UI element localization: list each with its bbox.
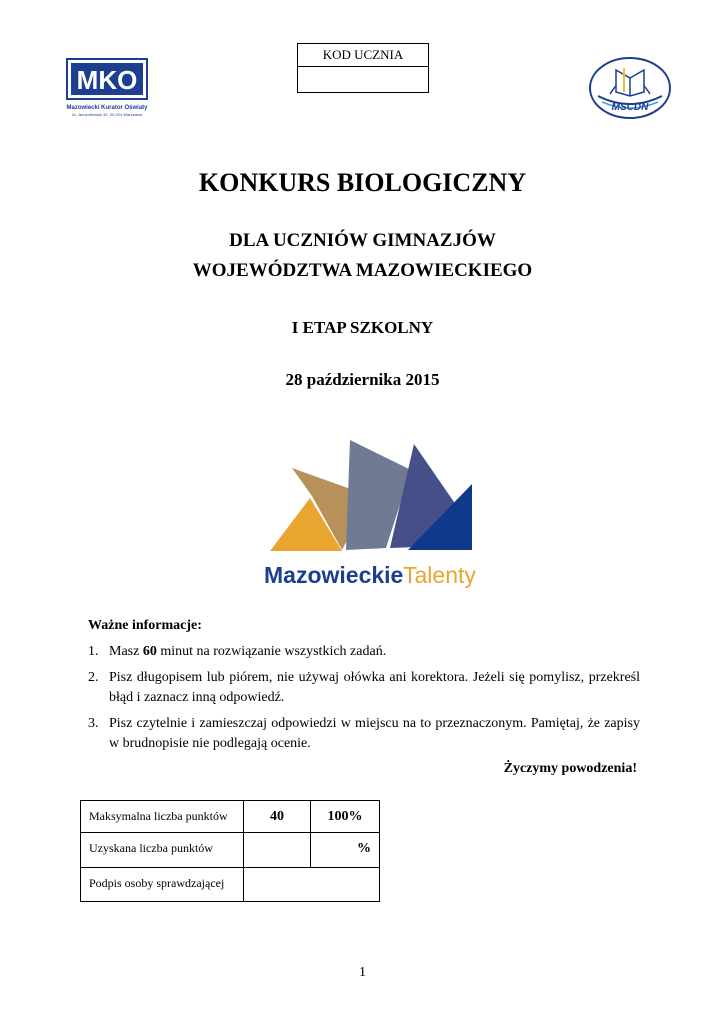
stage-label: I ETAP SZKOLNY [291, 318, 434, 337]
info-item-text: Pisz czytelnie i zamieszczaj odpowiedzi w miejscu na to przeznaczonym. Pamiętaj, że zapisy w brudnopisie nie podlegają ocenie. [109, 716, 640, 751]
page-title: KONKURS BIOLOGICZNY [198, 168, 527, 197]
table-row [81, 868, 380, 902]
page-number: 1 [359, 965, 366, 980]
row-label: Maksymalna liczba punktów [81, 801, 244, 833]
signature-cell[interactable] [244, 868, 380, 902]
mscdn-logo-text: MSCDN [611, 102, 649, 113]
mko-logo-mark [66, 58, 148, 100]
info-item-text: Pisz długopisem lub piórem, nie używaj ołówka ani korektora. Jeżeli się pomylisz, przekreśl błąd i zaznacz inną odpowiedź. [109, 670, 640, 705]
contest-date: 28 października 2015 [285, 370, 440, 389]
student-code-field[interactable] [298, 67, 428, 92]
percent-cell: 100% [311, 801, 380, 833]
table-row [81, 801, 380, 833]
info-item-number: 1. [88, 644, 99, 659]
subtitle-line-2: WOJEWÓDZTWA MAZOWIECKIEGO [192, 260, 533, 281]
info-item-1 [88, 642, 640, 662]
mko-logo-address: Al. Jerozolimskie 32, 00-024 Warszawa [72, 112, 142, 117]
talenty-logo-text-2: Talenty [403, 562, 476, 588]
row-label: Uzyskana liczba punktów [81, 833, 244, 868]
points-cell: 40 [244, 801, 311, 833]
info-heading: Ważne informacje: [88, 618, 202, 633]
points-input-cell[interactable] [244, 833, 311, 868]
student-code-label: KOD UCZNIA [298, 44, 428, 67]
info-item-text: Masz 60 minut na rozwiązanie wszystkich zadań. [109, 644, 387, 659]
info-item-3 [88, 714, 640, 754]
mko-logo-caption: Mazowiecki Kurator Oświaty [66, 105, 148, 111]
percent-input-cell[interactable]: % [311, 833, 380, 868]
mscdn-logo-mark [588, 56, 672, 120]
student-code-box [297, 43, 429, 93]
row-label: Podpis osoby sprawdzającej [81, 868, 244, 902]
mko-logo [66, 58, 148, 118]
subtitle-line-1: DLA UCZNIÓW GIMNAZJÓW [229, 230, 496, 251]
talenty-logo-text-1: Mazowieckie [264, 562, 404, 588]
info-item-number: 2. [88, 670, 99, 685]
mko-logo-text: MKO [76, 65, 138, 95]
talenty-logo-mark [258, 438, 478, 598]
mscdn-logo [588, 56, 672, 120]
table-row [81, 833, 380, 868]
score-table [80, 800, 380, 902]
mazowieckie-talenty-logo [258, 438, 478, 598]
good-luck-wish: Życzymy powodzenia! [503, 761, 637, 776]
info-item-2 [88, 668, 640, 708]
info-item-number: 3. [88, 716, 99, 731]
